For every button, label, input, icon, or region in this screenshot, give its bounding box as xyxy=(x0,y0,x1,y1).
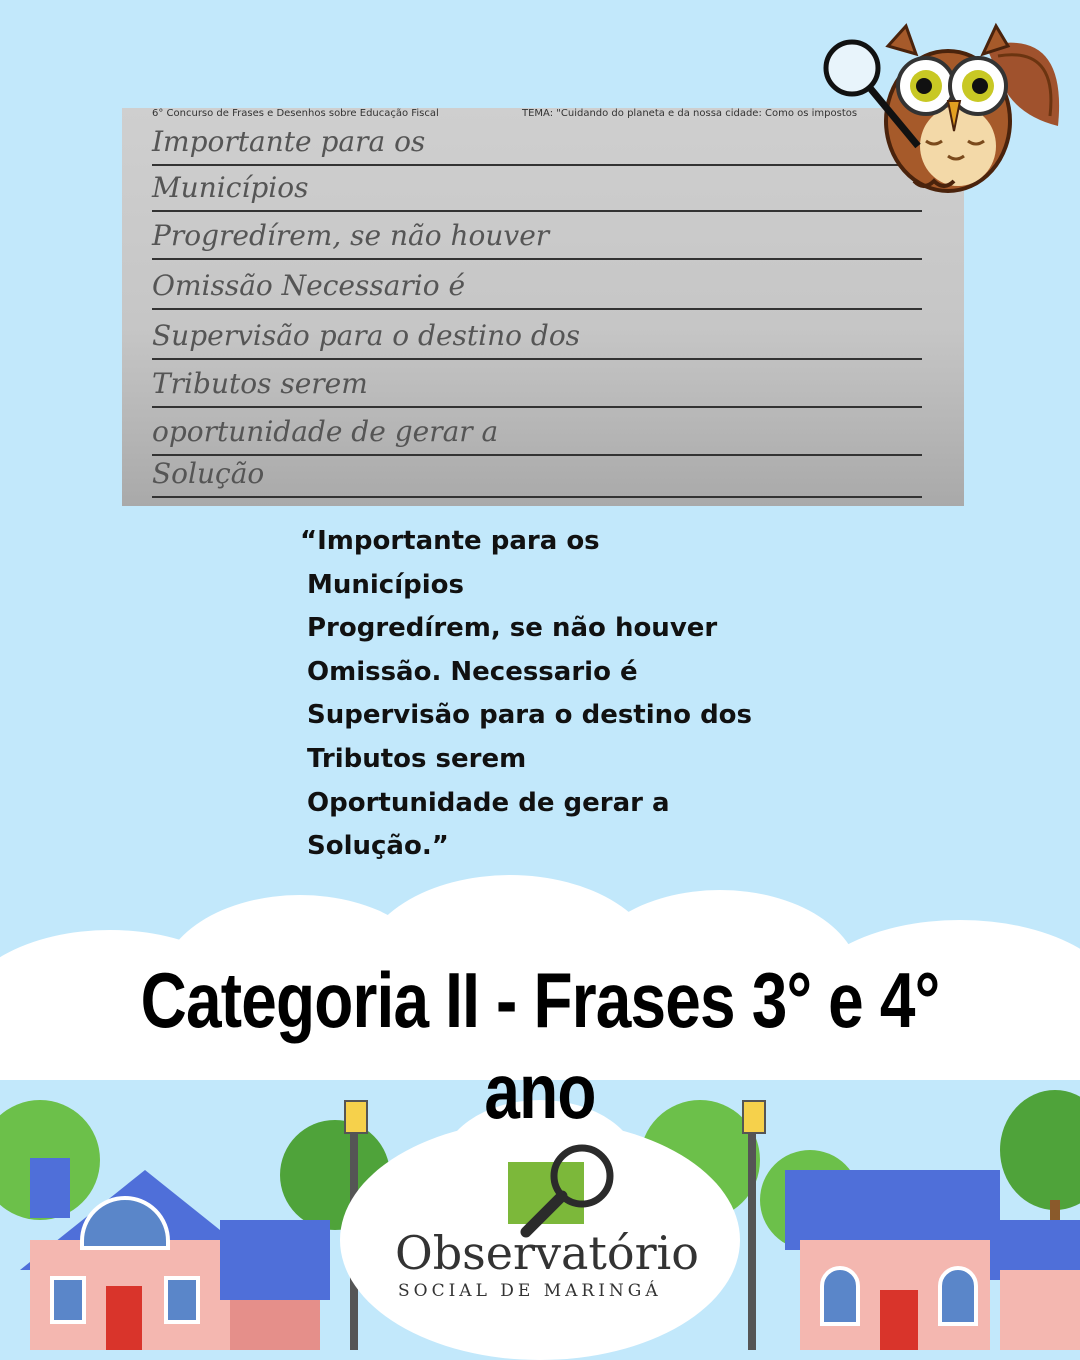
sheet-header-theme: TEMA: "Cuidando do planeta e da nossa cidade: Como os impostos xyxy=(522,108,858,119)
handwritten-line-6: Tributos serem xyxy=(152,362,922,408)
transcription-line-3: Progredírem, se não houver xyxy=(307,613,718,644)
phrase-transcription xyxy=(300,520,860,869)
transcription-line-6: Tributos serem xyxy=(307,743,527,774)
transcription-line-5: Supervisão para o destino dos xyxy=(307,700,753,731)
transcription-line-7: Oportunidade de gerar a xyxy=(307,787,670,818)
logo-subtitle: SOCIAL DE MARINGÁ xyxy=(398,1281,662,1301)
transcription-line-2: Municípios xyxy=(307,569,464,600)
handwritten-line-3: Progredírem, se não houver xyxy=(152,214,922,260)
handwritten-line-7: oportunidade de gerar a xyxy=(152,410,922,456)
sheet-header-contest: 6° Concurso de Frases e Desenhos sobre Educação Fiscal xyxy=(152,108,439,119)
transcription-line-1: “Importante para os xyxy=(300,526,600,556)
handwritten-line-5: Supervisão para o destino dos xyxy=(152,314,922,360)
transcription-line-8: Solução.” xyxy=(307,831,449,862)
handwritten-line-8: Solução xyxy=(152,452,922,498)
owl-mascot-icon xyxy=(818,6,1080,206)
handwritten-line-2: Municípios xyxy=(152,166,922,212)
logo-name: Observatório xyxy=(395,1226,699,1280)
category-title: Categoria II - Frases 3° e 4° ano xyxy=(140,956,940,1135)
handwritten-line-1: Importante para os xyxy=(152,120,922,166)
handwritten-line-4: Omissão Necessario é xyxy=(152,264,922,310)
transcription-line-4: Omissão. Necessario é xyxy=(307,656,638,687)
